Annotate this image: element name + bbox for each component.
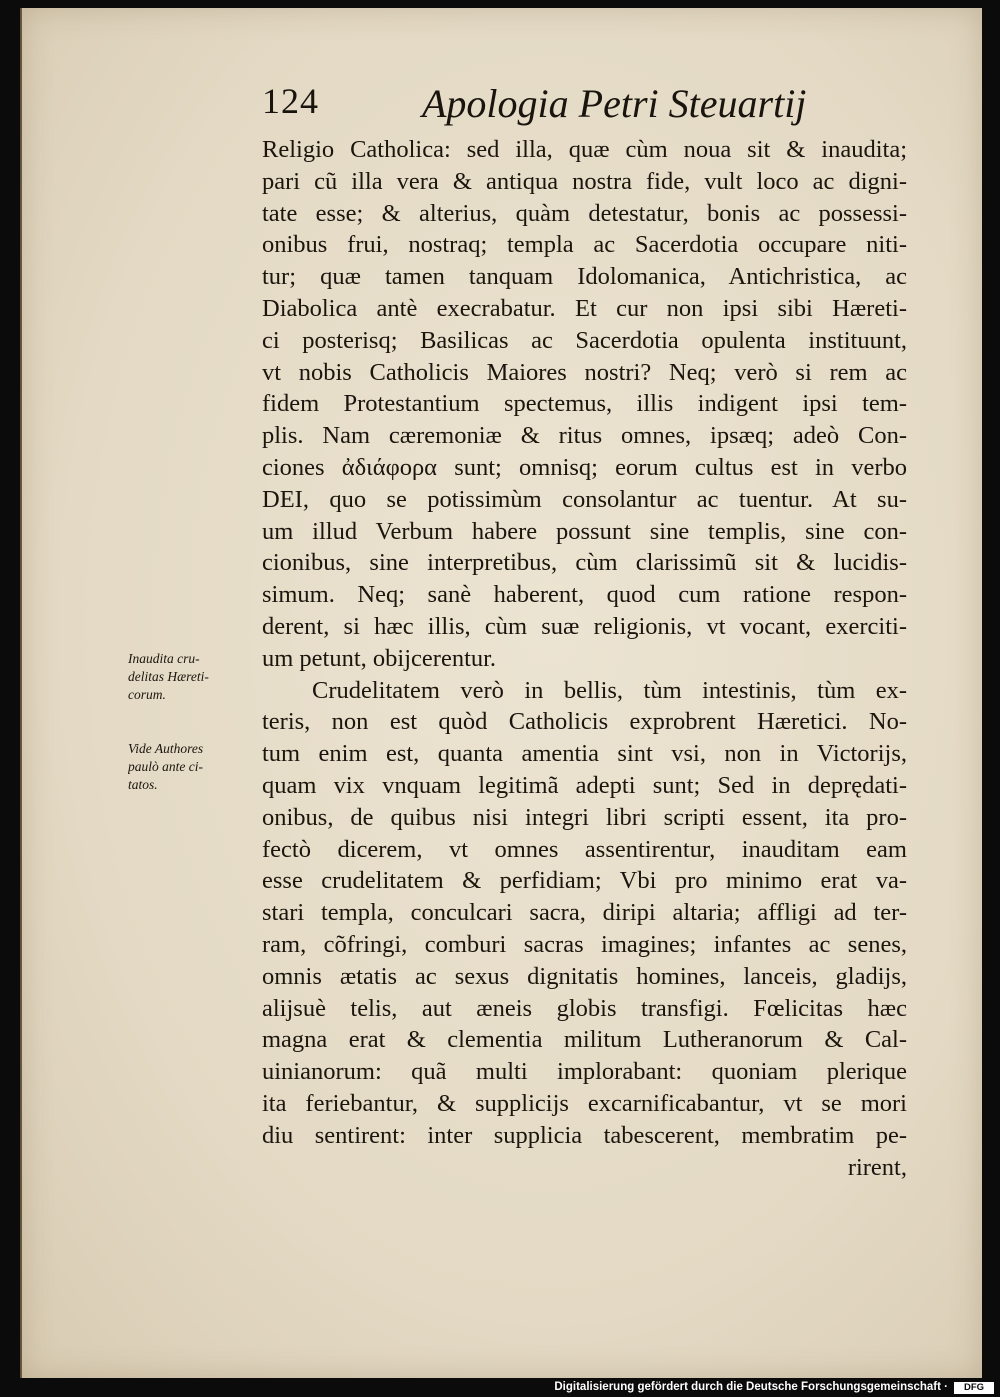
text-line: onibus frui, nostraq; templa ac Sacerdotia occupare niti-: [262, 231, 907, 259]
text-line: uinianorum: quã multi implorabant: quoniam plerique: [262, 1058, 907, 1086]
text-line: omnis ætatis ac sexus dignitatis homines, lanceis, gladijs,: [262, 962, 907, 990]
marginal-line: tatos.: [128, 777, 158, 792]
text-line: um petunt, obijcerentur.: [262, 644, 497, 672]
running-title: Apologia Petri Steuartij: [422, 81, 807, 126]
page-header: [262, 80, 822, 130]
text-line: Diabolica antè execrabatur. Et cur non ipsi sibi Hæreti-: [262, 294, 907, 322]
text-line: fidem Protestantium spectemus, illis indigent ipsi tem-: [262, 390, 907, 418]
text-line: ciones ἀδιάφορα sunt; omnisq; eorum cultus est in verbo: [262, 453, 907, 481]
text-line: stari templa, conculcari sacra, diripi altaria; affligi ad ter-: [262, 899, 907, 927]
text-line: esse crudelitatem & perfidiam; Vbi pro minimo erat va-: [262, 867, 907, 895]
catchword: rirent,: [847, 1153, 907, 1181]
dfg-logo: DFG: [954, 1382, 994, 1394]
text-line: quam vix vnquam legitimã adepti sunt; Sed in deprędati-: [262, 771, 907, 799]
text-line: simum. Neq; sanè haberent, quod cum ratione respon-: [262, 581, 907, 609]
text-line: um illud Verbum habere possunt sine templis, sine con-: [262, 517, 907, 545]
marginal-line: Inaudita cru-: [128, 651, 200, 666]
text-line: Crudelitatem verò in bellis, tùm intestinis, tùm ex-: [312, 676, 907, 704]
text-line: DEI, quo se potissimùm consolantur ac tuentur. At su-: [262, 485, 907, 513]
text-line: ci posterisq; Basilicas ac Sacerdotia opulenta instituunt,: [262, 326, 907, 354]
text-line: cionibus, sine interpretibus, cùm clarissimũ sit & lucidis-: [262, 549, 907, 577]
body-text: [262, 134, 907, 1183]
text-line: fectò dicerem, vt omnes assentirentur, inauditam eam: [262, 835, 907, 863]
marginal-line: paulò ante ci-: [128, 759, 203, 774]
text-line: vt nobis Catholicis Maiores nostri? Neq; verò si rem ac: [262, 358, 907, 386]
text-line: tum enim est, quanta amentia sint vsi, non in Victorijs,: [262, 740, 907, 768]
text-line: magna erat & clementia militum Lutheranorum & Cal-: [262, 1026, 907, 1054]
marginal-note-1: [128, 650, 256, 704]
marginal-line: Vide Authores: [128, 741, 204, 756]
text-line: ita feriebantur, & supplicijs excarnificabantur, vt se mori: [262, 1089, 907, 1117]
text-line: plis. Nam cæremoniæ & ritus omnes, ipsæq; adeò Con-: [262, 422, 907, 450]
text-line: teris, non est quòd Catholicis exprobrent Hæretici. No-: [262, 708, 907, 736]
text-line: derent, si hæc illis, cùm suæ religionis, vt vocant, exerciti-: [262, 612, 907, 640]
marginal-line: corum.: [128, 687, 166, 702]
text-line: pari cũ illa vera & antiqua nostra fide, vult loco ac digni-: [262, 167, 907, 195]
page-number: 124: [262, 81, 319, 121]
text-line: Religio Catholica: sed illa, quæ cùm noua sit & inaudita;: [262, 136, 907, 163]
text-line: diu sentirent: inter supplicia tabescerent, membratim pe-: [262, 1121, 907, 1149]
text-line: alijsuè telis, aut æneis globis transfigi. Fœlicitas hæc: [262, 994, 907, 1022]
footer-bar: [0, 1380, 1000, 1397]
text-line: ram, cõfringi, comburi sacras imagines; infantes ac senes,: [262, 930, 907, 958]
footer-credit: Digitalisierung gefördert durch die Deutsche Forschungsgemeinschaft ·: [554, 1381, 948, 1393]
text-line: onibus, de quibus nisi integri libri scripti essent, ita pro-: [262, 803, 907, 831]
text-line: tur; quæ tamen tanquam Idolomanica, Antichristica, ac: [262, 263, 907, 291]
marginal-line: delitas Hæreti-: [128, 669, 209, 684]
marginal-note-2: [128, 740, 256, 794]
text-line: tate esse; & alterius, quàm detestatur, bonis ac possessi-: [262, 199, 907, 227]
